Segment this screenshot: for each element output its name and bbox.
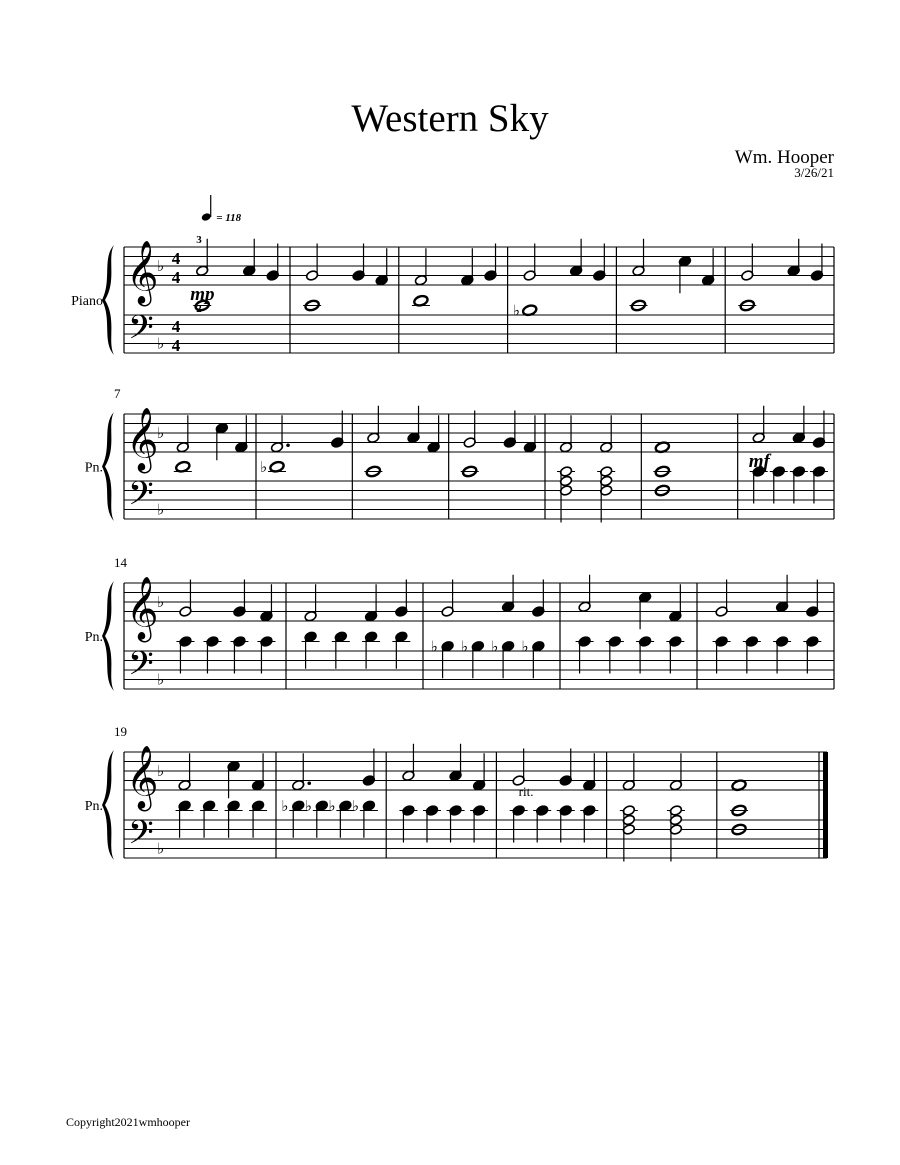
- composer-name: Wm. Hooper: [734, 147, 834, 168]
- time-signature-denominator: 4: [171, 268, 181, 287]
- grand-staff-brace: [102, 750, 114, 860]
- measure-number: 14: [114, 555, 127, 570]
- treble-clef-icon: [126, 407, 159, 474]
- bass-note-flat: ♭: [430, 637, 438, 656]
- bass-clef-glyph: 𝄢: [128, 645, 154, 691]
- treble-clef-icon: [126, 240, 159, 307]
- treble-clef-icon: [126, 745, 159, 812]
- bass-note-flat: ♭: [521, 637, 529, 656]
- key-signature-flat: ♭: [157, 762, 165, 780]
- fingering-number: 2: [196, 303, 202, 315]
- bass-note-flat: ♭: [491, 637, 499, 656]
- bass-clef-icon: [128, 475, 154, 521]
- composition-date: 3/26/21: [794, 165, 834, 180]
- instrument-label: Piano: [71, 294, 103, 309]
- dynamic-marking: mp: [190, 284, 215, 305]
- bass-clef-glyph: 𝄢: [128, 309, 154, 355]
- time-signature-numerator: 4: [171, 249, 181, 268]
- measure-number: 19: [114, 724, 127, 739]
- treble-clef-glyph: 𝄞: [126, 744, 159, 809]
- time-signature-numerator: 4: [171, 317, 181, 336]
- copyright-notice: Copyright2021wmhooper: [66, 1115, 190, 1129]
- treble-clef-glyph: 𝄞: [126, 575, 159, 640]
- bass-note-flat: ♭: [328, 796, 336, 815]
- measure-number: 7: [114, 386, 121, 401]
- bass-clef-glyph: 𝄢: [128, 475, 154, 521]
- bass-note-flat: ♭: [460, 637, 468, 656]
- final-barline-thick: [823, 752, 828, 858]
- treble-clef-glyph: 𝄞: [126, 406, 159, 471]
- time-signature-denominator: 4: [171, 336, 181, 355]
- ritardando-marking: rit.: [518, 784, 534, 799]
- treble-clef-glyph: 𝄞: [126, 239, 159, 304]
- bass-note-flat: ♭: [281, 796, 289, 815]
- instrument-label: Pn.: [84, 630, 103, 645]
- key-signature-flat: ♭: [157, 257, 165, 275]
- bass-clef-glyph: 𝄢: [128, 814, 154, 860]
- key-signature-flat: ♭: [157, 424, 165, 442]
- key-signature-flat: ♭: [157, 670, 165, 689]
- key-signature-flat: ♭: [157, 500, 165, 519]
- key-signature-flat: ♭: [157, 593, 165, 611]
- tempo-quarter-note-icon: [201, 212, 212, 222]
- bass-note-flat: ♭: [351, 796, 359, 815]
- bass-note-flat: ♭: [260, 457, 268, 476]
- fingering-number: 3: [196, 234, 202, 246]
- treble-note-dot: [286, 443, 290, 447]
- key-signature-flat: ♭: [157, 334, 165, 353]
- bass-clef-icon: [128, 309, 154, 355]
- bass-note-flat: ♭: [512, 301, 520, 320]
- piece-title: Western Sky: [351, 97, 549, 140]
- bass-clef-icon: [128, 645, 154, 691]
- dynamic-marking: mf: [748, 451, 770, 472]
- instrument-label: Pn.: [84, 460, 103, 476]
- bass-clef-icon: [128, 814, 154, 860]
- grand-staff-brace: [102, 412, 114, 521]
- treble-note-dot: [307, 781, 311, 785]
- key-signature-flat: ♭: [157, 839, 165, 858]
- bass-note-flat: ♭: [304, 796, 312, 815]
- tempo-marking: = 118: [216, 212, 242, 224]
- treble-clef-icon: [126, 576, 159, 643]
- grand-staff-brace: [102, 245, 114, 355]
- instrument-label: Pn.: [84, 799, 103, 814]
- grand-staff-brace: [102, 581, 114, 691]
